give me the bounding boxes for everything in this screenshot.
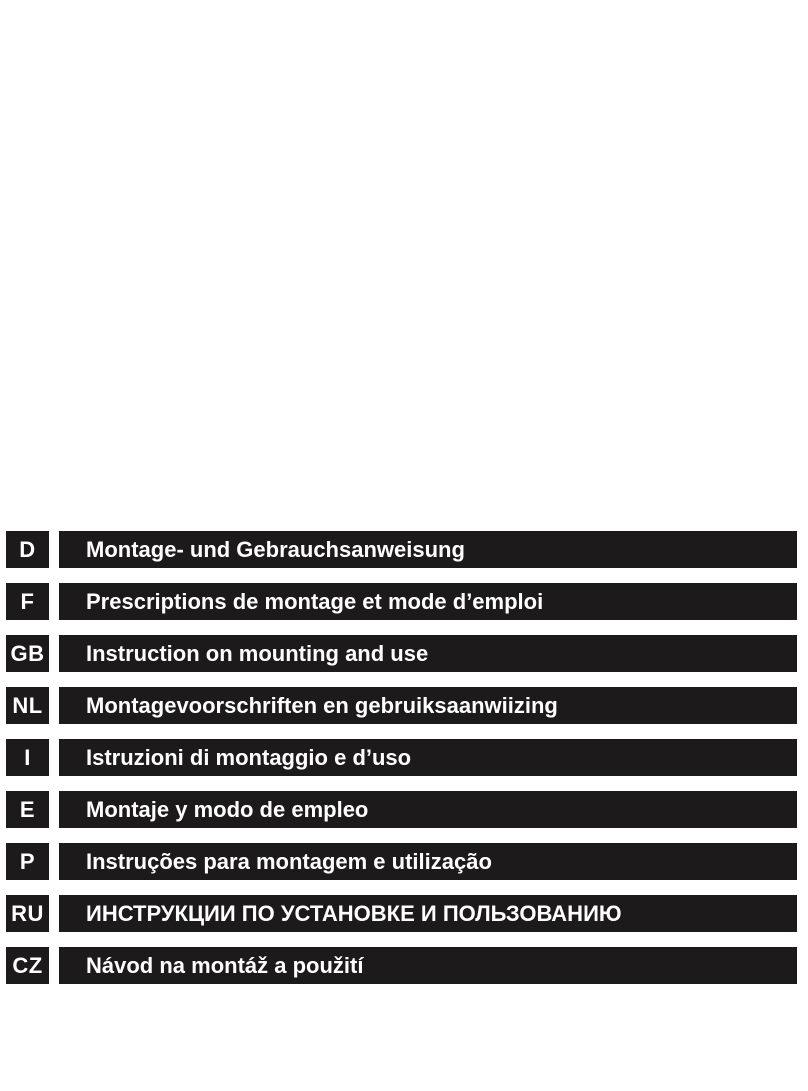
language-list [6, 531, 797, 984]
language-code-cz: CZ [6, 947, 49, 984]
language-code-f: F [6, 583, 49, 620]
language-code-d: D [6, 531, 49, 568]
language-title-cz: Návod na montáž a použití [59, 947, 797, 984]
language-code-nl: NL [6, 687, 49, 724]
language-title-e: Montaje y modo de empleo [59, 791, 797, 828]
language-code-p: P [6, 843, 49, 880]
language-row-p [6, 843, 797, 880]
language-code-gb: GB [6, 635, 49, 672]
language-code-ru: RU [6, 895, 49, 932]
language-title-i: Istruzioni di montaggio e d’uso [59, 739, 797, 776]
language-code-e: E [6, 791, 49, 828]
language-row-nl [6, 687, 797, 724]
language-row-gb [6, 635, 797, 672]
language-row-d [6, 531, 797, 568]
language-row-ru [6, 895, 797, 932]
language-title-d: Montage- und Gebrauchsanweisung [59, 531, 797, 568]
language-code-i: I [6, 739, 49, 776]
language-row-cz [6, 947, 797, 984]
language-title-gb: Instruction on mounting and use [59, 635, 797, 672]
language-title-ru: ИНСТРУКЦИИ ПО УСТАНОВКЕ И ПОЛЬЗОВАНИЮ [59, 895, 797, 932]
language-title-p: Instruções para montagem e utilização [59, 843, 797, 880]
language-row-e [6, 791, 797, 828]
language-title-f: Prescriptions de montage et mode d’emploi [59, 583, 797, 620]
language-title-nl: Montagevoorschriften en gebruiksaanwiizing [59, 687, 797, 724]
language-row-f [6, 583, 797, 620]
language-row-i [6, 739, 797, 776]
